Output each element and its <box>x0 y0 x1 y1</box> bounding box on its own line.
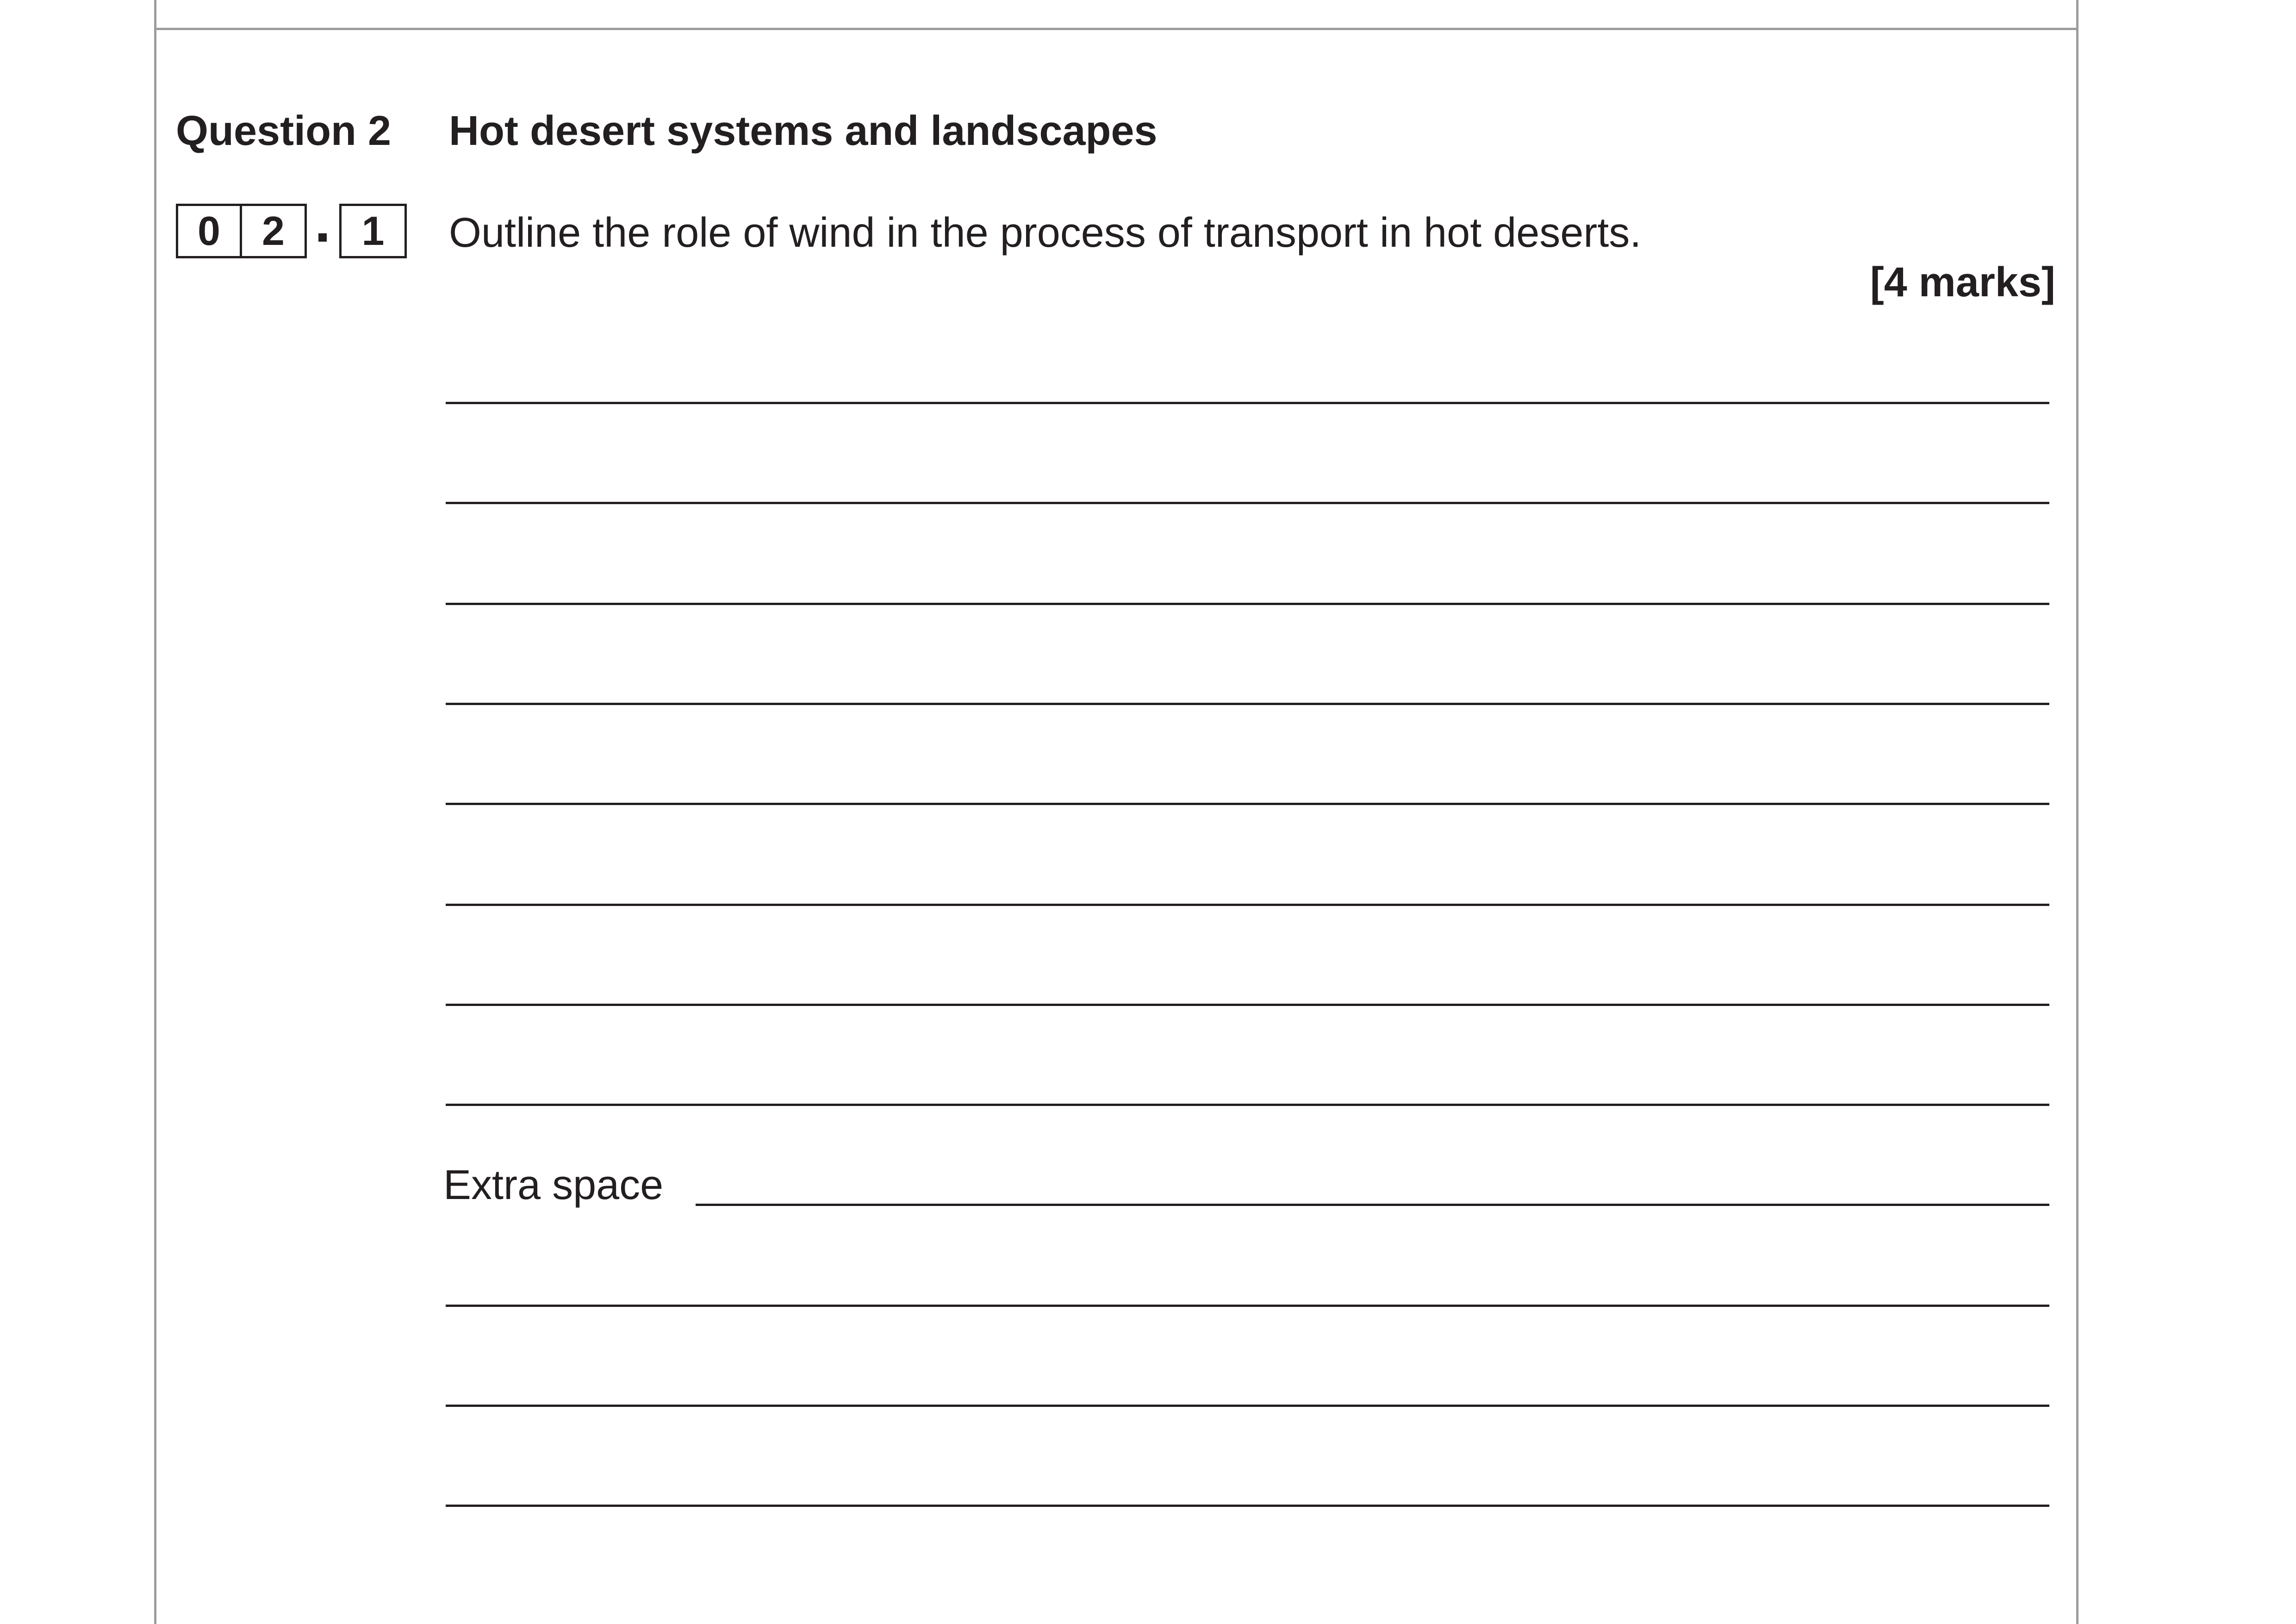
answer-line[interactable] <box>446 402 2049 404</box>
page-border-right <box>2076 0 2078 1624</box>
question-ref-digit-2: 2 <box>240 204 307 258</box>
page-border-top <box>154 28 2078 30</box>
extra-space-line[interactable] <box>696 1204 2049 1206</box>
question-prompt: Outline the role of wind in the process of transport in hot deserts. <box>449 210 1642 256</box>
extra-space-label: Extra space <box>443 1162 664 1208</box>
question-topic: Hot desert systems and landscapes <box>449 108 1157 154</box>
answer-line[interactable] <box>446 1505 2049 1507</box>
question-ref-digit-1: 0 <box>176 204 242 258</box>
answer-line[interactable] <box>446 803 2049 805</box>
question-ref-dot <box>318 233 327 242</box>
answer-line[interactable] <box>446 1305 2049 1307</box>
answer-line[interactable] <box>446 703 2049 705</box>
answer-line[interactable] <box>446 1004 2049 1006</box>
answer-line[interactable] <box>446 1405 2049 1407</box>
question-ref-digit-3: 1 <box>339 204 407 258</box>
answer-line[interactable] <box>446 502 2049 504</box>
answer-line[interactable] <box>446 603 2049 605</box>
answer-line[interactable] <box>446 1104 2049 1106</box>
page-border-left <box>154 0 156 1624</box>
answer-line[interactable] <box>446 904 2049 906</box>
marks-label: [4 marks] <box>1870 259 2055 306</box>
question-number: Question 2 <box>176 108 392 154</box>
